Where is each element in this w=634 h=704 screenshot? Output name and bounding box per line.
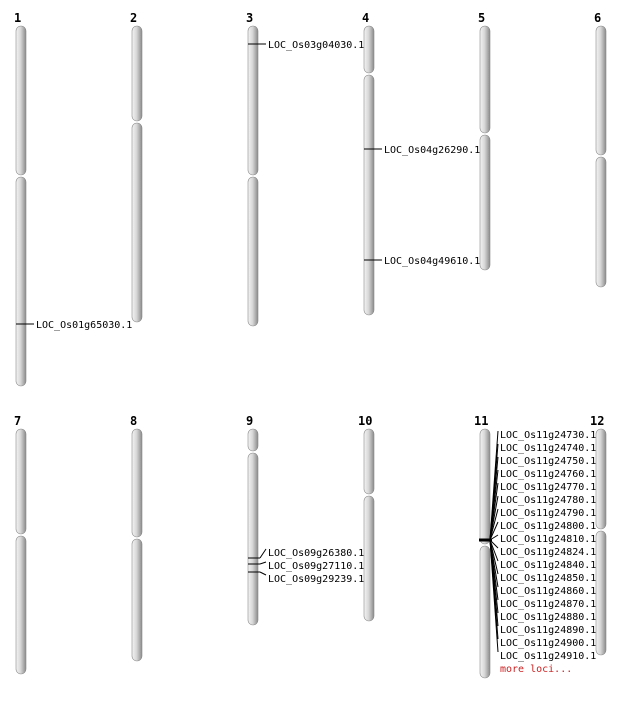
chromosome-arm-q: [364, 496, 374, 621]
chromosome-arm-p: [248, 26, 258, 175]
chromosome-label: 10: [358, 414, 373, 428]
locus-leader-line: [260, 562, 266, 564]
more-loci-link[interactable]: more loci...: [500, 664, 573, 675]
locus-label: LOC_Os11g24880.1: [500, 612, 597, 623]
chromosome-arm-p: [364, 26, 374, 73]
chromosome-label: 4: [362, 11, 370, 25]
chromosome-arm-q: [480, 135, 490, 270]
locus-leader-line: [260, 572, 266, 575]
locus-label: LOC_Os11g24850.1: [500, 573, 597, 584]
chromosome-arm-q: [480, 546, 490, 678]
locus-label: LOC_Os09g27110.1: [268, 561, 365, 572]
locus-label: LOC_Os09g26380.1: [268, 548, 365, 559]
locus-label: LOC_Os09g29239.1: [268, 574, 365, 585]
chromosome-arm-p: [16, 429, 26, 534]
locus-label: LOC_Os11g24800.1: [500, 521, 597, 532]
chromosome-label: 8: [130, 414, 138, 428]
chromosome-arm-p: [480, 429, 490, 544]
chromosome-label: 6: [594, 11, 602, 25]
locus-label: LOC_Os11g24770.1: [500, 482, 597, 493]
chromosome-arm-q: [132, 123, 142, 322]
locus-label: LOC_Os11g24860.1: [500, 586, 597, 597]
chromosome-arm-p: [480, 26, 490, 133]
locus-label: LOC_Os11g24760.1: [500, 469, 597, 480]
chromosome-arm-q: [596, 531, 606, 655]
chromosome-arm-q: [248, 453, 258, 625]
chromosome-label: 2: [130, 11, 138, 25]
locus-label: LOC_Os11g24810.1: [500, 534, 597, 545]
chromosome-label: 7: [14, 414, 22, 428]
locus-label: LOC_Os11g24900.1: [500, 638, 597, 649]
locus-label: LOC_Os11g24824.1: [500, 547, 597, 558]
locus-label: LOC_Os11g24730.1: [500, 430, 597, 441]
locus-label: LOC_Os01g65030.1: [36, 320, 133, 331]
locus-label: LOC_Os11g24910.1: [500, 651, 597, 662]
locus-label: LOC_Os11g24890.1: [500, 625, 597, 636]
chromosome-arm-p: [132, 26, 142, 121]
locus-leader-line: [260, 549, 266, 558]
chromosome-arm-p: [132, 429, 142, 537]
chromosome-arm-q: [364, 75, 374, 315]
locus-label: LOC_Os11g24740.1: [500, 443, 597, 454]
chromosome-label: 11: [474, 414, 489, 428]
chromosome-label: 12: [590, 414, 605, 428]
chromosome-arm-p: [16, 26, 26, 175]
chromosome-arm-p: [248, 429, 258, 451]
chromosome-label: 1: [14, 11, 22, 25]
chromosome-arm-q: [132, 539, 142, 661]
locus-label: LOC_Os11g24870.1: [500, 599, 597, 610]
locus-label: LOC_Os11g24790.1: [500, 508, 597, 519]
locus-label: LOC_Os11g24780.1: [500, 495, 597, 506]
chromosome-arm-p: [364, 429, 374, 494]
chromosome-label: 5: [478, 11, 486, 25]
locus-label: LOC_Os11g24750.1: [500, 456, 597, 467]
chromosome-label: 9: [246, 414, 254, 428]
chromosome-arm-p: [596, 429, 606, 529]
chromosome-arm-q: [16, 177, 26, 386]
locus-label: LOC_Os04g49610.1: [384, 256, 481, 267]
chromosome-arm-q: [248, 177, 258, 326]
chromosome-arm-q: [16, 536, 26, 674]
locus-label: LOC_Os11g24840.1: [500, 560, 597, 571]
chromosome-arm-p: [596, 26, 606, 155]
locus-label: LOC_Os03g04030.1: [268, 40, 365, 51]
chromosome-arm-q: [596, 157, 606, 287]
chromosome-label: 3: [246, 11, 254, 25]
locus-label: LOC_Os04g26290.1: [384, 145, 481, 156]
